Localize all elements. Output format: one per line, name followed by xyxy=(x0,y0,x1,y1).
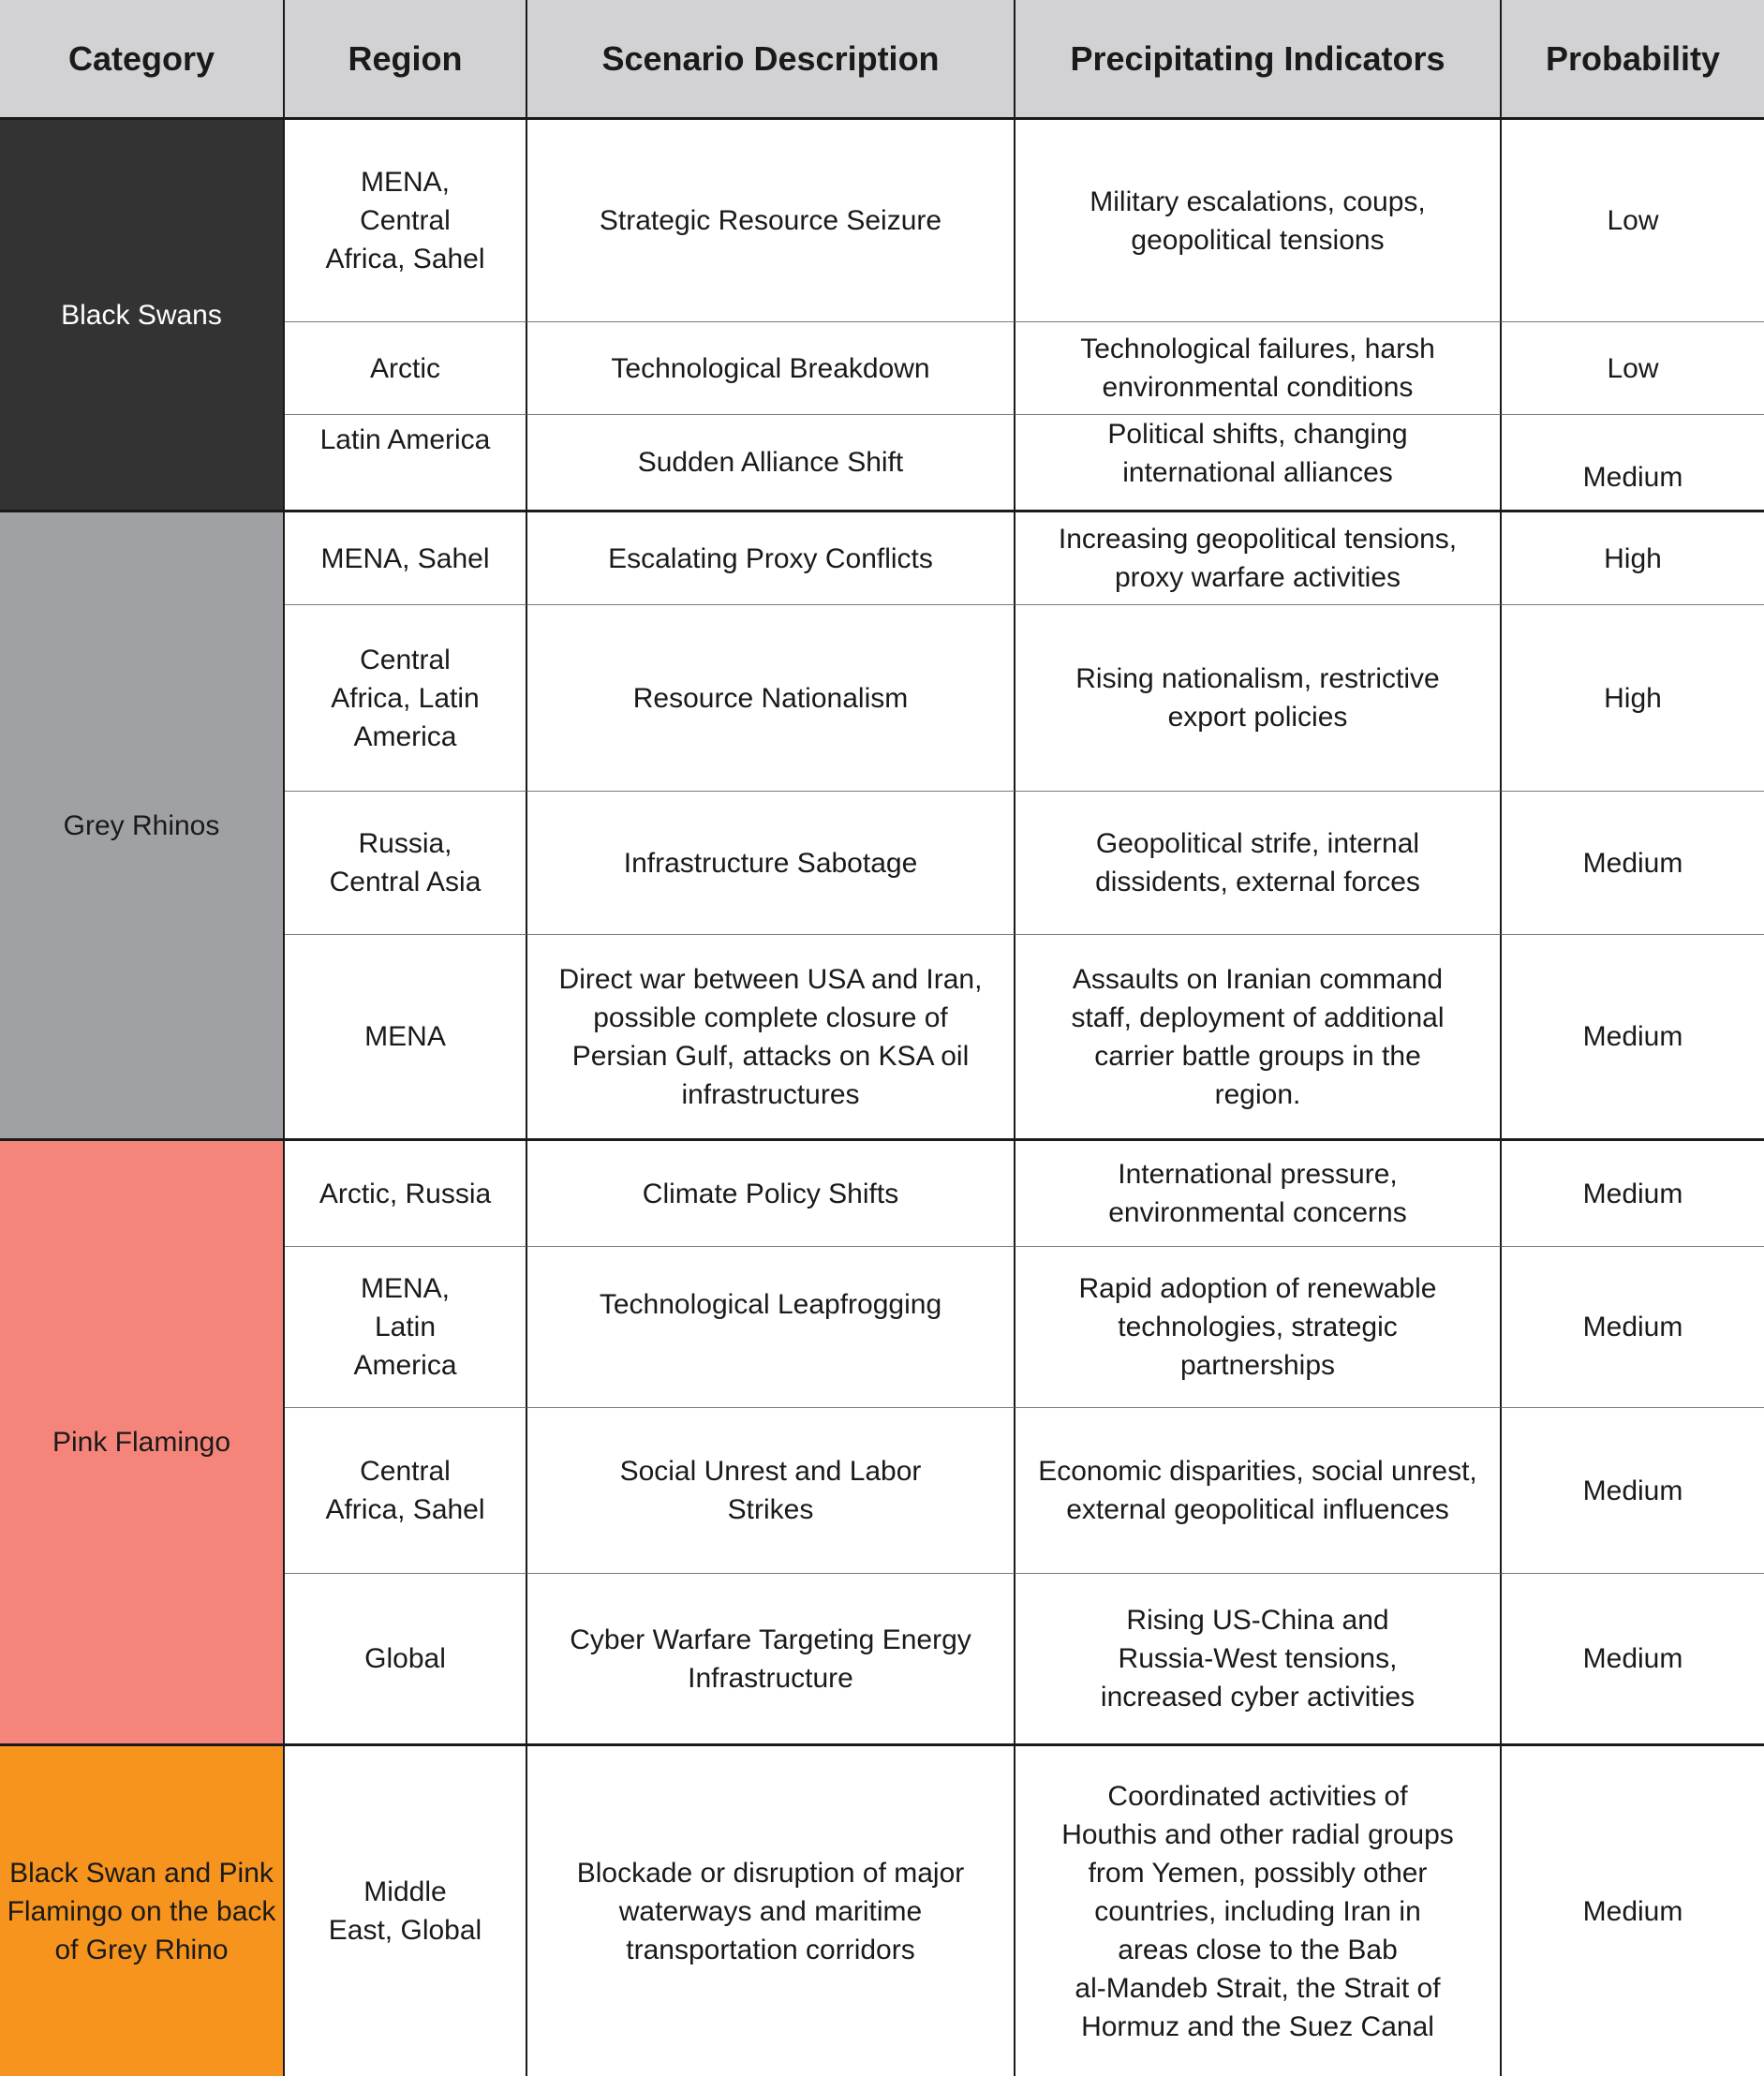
region-cell: MENA, Latin America xyxy=(285,1247,527,1408)
category-black-swans: Black Swans xyxy=(0,120,285,512)
category-black-swan-pink-flamingo-grey-rhino: Black Swan and Pink Flamingo on the back of Grey Rhino xyxy=(0,1746,285,2076)
region-cell: Arctic xyxy=(285,322,527,415)
probability-cell: Medium xyxy=(1502,1408,1764,1574)
indicators-cell: Assaults on Iranian command staff, deployment of additional carrier battle groups in the region. xyxy=(1015,935,1502,1141)
indicators-cell: Rapid adoption of renewable technologies, strategic partnerships xyxy=(1015,1247,1502,1408)
header-precipitating-indicators: Precipitating Indicators xyxy=(1015,0,1502,120)
scenario-cell: Blockade or disruption of major waterways and maritime transportation corridors xyxy=(527,1746,1015,2076)
scenario-cell: Strategic Resource Seizure xyxy=(527,120,1015,322)
indicators-cell: Technological failures, harsh environmental conditions xyxy=(1015,322,1502,415)
region-cell: Global xyxy=(285,1574,527,1746)
scenario-cell: Social Unrest and Labor Strikes xyxy=(527,1408,1015,1574)
header-category: Category xyxy=(0,0,285,120)
indicators-cell: International pressure, environmental concerns xyxy=(1015,1141,1502,1247)
header-scenario-description: Scenario Description xyxy=(527,0,1015,120)
probability-cell: High xyxy=(1502,605,1764,792)
probability-cell: Medium xyxy=(1502,415,1764,512)
indicators-cell: Political shifts, changing international alliances xyxy=(1015,415,1502,512)
scenario-cell: Direct war between USA and Iran, possible complete closure of Persian Gulf, attacks on KSA oil infrastructures xyxy=(527,935,1015,1141)
header-region: Region xyxy=(285,0,527,120)
region-cell: Middle East, Global xyxy=(285,1746,527,2076)
probability-cell: Medium xyxy=(1502,1247,1764,1408)
probability-cell: Low xyxy=(1502,322,1764,415)
probability-cell: Medium xyxy=(1502,1574,1764,1746)
indicators-cell: Increasing geopolitical tensions, proxy warfare activities xyxy=(1015,512,1502,605)
probability-cell: Medium xyxy=(1502,792,1764,935)
scenario-cell: Technological Breakdown xyxy=(527,322,1015,415)
scenario-cell: Technological Leapfrogging xyxy=(527,1247,1015,1408)
category-pink-flamingo: Pink Flamingo xyxy=(0,1141,285,1746)
category-grey-rhinos: Grey Rhinos xyxy=(0,512,285,1141)
region-cell: MENA, Sahel xyxy=(285,512,527,605)
scenario-cell: Infrastructure Sabotage xyxy=(527,792,1015,935)
region-cell: Central Africa, Latin America xyxy=(285,605,527,792)
indicators-cell: Military escalations, coups, geopolitical tensions xyxy=(1015,120,1502,322)
scenario-cell: Escalating Proxy Conflicts xyxy=(527,512,1015,605)
indicators-cell: Rising nationalism, restrictive export policies xyxy=(1015,605,1502,792)
indicators-cell: Coordinated activities of Houthis and other radial groups from Yemen, possibly other countries, including Iran in areas close to the Bab al-Mandeb Strait, the Strait of Hormuz and the Suez Canal xyxy=(1015,1746,1502,2076)
probability-cell: Medium xyxy=(1502,1141,1764,1247)
scenario-cell: Resource Nationalism xyxy=(527,605,1015,792)
indicators-cell: Geopolitical strife, internal dissidents, external forces xyxy=(1015,792,1502,935)
region-cell: Latin America xyxy=(285,415,527,512)
region-cell: MENA xyxy=(285,935,527,1141)
probability-cell: Medium xyxy=(1502,935,1764,1141)
scenario-cell: Cyber Warfare Targeting Energy Infrastructure xyxy=(527,1574,1015,1746)
scenario-cell: Climate Policy Shifts xyxy=(527,1141,1015,1247)
region-cell: Central Africa, Sahel xyxy=(285,1408,527,1574)
indicators-cell: Economic disparities, social unrest, external geopolitical influences xyxy=(1015,1408,1502,1574)
probability-cell: High xyxy=(1502,512,1764,605)
scenario-cell: Sudden Alliance Shift xyxy=(527,415,1015,512)
region-cell: MENA, Central Africa, Sahel xyxy=(285,120,527,322)
indicators-cell: Rising US-China and Russia-West tensions, increased cyber activities xyxy=(1015,1574,1502,1746)
probability-cell: Medium xyxy=(1502,1746,1764,2076)
region-cell: Russia, Central Asia xyxy=(285,792,527,935)
header-probability: Probability xyxy=(1502,0,1764,120)
region-cell: Arctic, Russia xyxy=(285,1141,527,1247)
probability-cell: Low xyxy=(1502,120,1764,322)
